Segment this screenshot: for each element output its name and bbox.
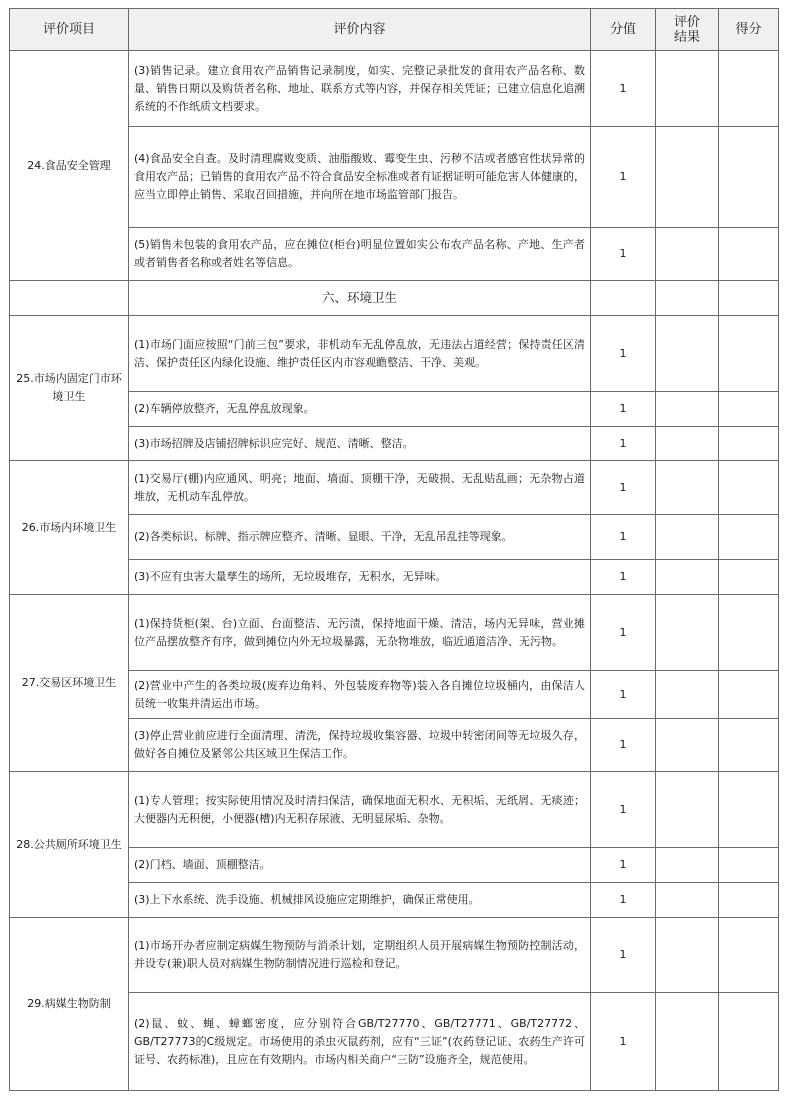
table-row bbox=[10, 918, 779, 993]
score-cell: 1 bbox=[591, 515, 656, 560]
score-cell: 1 bbox=[591, 918, 656, 993]
table-row bbox=[10, 316, 779, 392]
item-cell: 27.交易区环境卫生 bbox=[10, 595, 129, 772]
item-cell: 28.公共厕所环境卫生 bbox=[10, 772, 129, 918]
content-cell: (2)鼠、蚊、蝇、蟑螂密度，应分别符合GB/T27770、GB/T27771、GB/T27772、GB/T27773的C级规定。市场使用的杀虫灭鼠药剂，应有“三证”(农药登记证、农药生产许可证号、农药标准)，且应在有效期内。市场内相关商户“三防”设施齐全，规范使用。 bbox=[129, 993, 591, 1091]
content-cell: (1)专人管理；按实际使用情况及时清扫保洁，确保地面无积水、无积垢、无纸屑、无痰迹；大便器内无积便，小便器(槽)内无积存尿液、无明显尿垢、杂物。 bbox=[129, 772, 591, 848]
points-cell[interactable] bbox=[719, 719, 779, 772]
points-cell[interactable] bbox=[719, 918, 779, 993]
header-item: 评价项目 bbox=[10, 9, 129, 51]
result-cell[interactable] bbox=[656, 848, 719, 883]
score-cell: 1 bbox=[591, 228, 656, 281]
points-cell[interactable] bbox=[719, 515, 779, 560]
result-cell[interactable] bbox=[656, 671, 719, 719]
score-cell: 1 bbox=[591, 993, 656, 1091]
content-cell: (2)营业中产生的各类垃圾(废弃边角料、外包装废弃物等)装入各自摊位垃圾桶内，由保洁人员统一收集并清运出市场。 bbox=[129, 671, 591, 719]
points-cell[interactable] bbox=[719, 127, 779, 228]
header-content: 评价内容 bbox=[129, 9, 591, 51]
section-score-cell bbox=[591, 281, 656, 316]
section-title: 六、环境卫生 bbox=[129, 281, 591, 316]
result-cell[interactable] bbox=[656, 427, 719, 461]
content-cell: (1)保持货柜(架、台)立面、台面整洁、无污渍，保持地面干燥、清洁，场内无异味，营业摊位产品摆放整齐有序，做到摊位内外无垃圾暴露，无杂物堆放，临近通道洁净、无污物。 bbox=[129, 595, 591, 671]
header-points: 得分 bbox=[719, 9, 779, 51]
points-cell[interactable] bbox=[719, 848, 779, 883]
points-cell[interactable] bbox=[719, 595, 779, 671]
content-cell: (3)不应有虫害大量孳生的场所，无垃圾堆存，无积水，无异味。 bbox=[129, 560, 591, 595]
content-cell: (3)上下水系统、洗手设施、机械排风设施应定期维护，确保正常使用。 bbox=[129, 883, 591, 918]
content-cell: (3)停止营业前应进行全面清理、清洗，保持垃圾收集容器、垃圾中转密闭间等无垃圾久存，做好各自摊位及紧邻公共区域卫生保洁工作。 bbox=[129, 719, 591, 772]
result-cell[interactable] bbox=[656, 772, 719, 848]
content-cell: (5)销售未包装的食用农产品，应在摊位(柜台)明显位置如实公布农产品名称、产地、生产者或者销售者名称或者姓名等信息。 bbox=[129, 228, 591, 281]
result-cell[interactable] bbox=[656, 883, 719, 918]
header-score: 分值 bbox=[591, 9, 656, 51]
score-cell: 1 bbox=[591, 127, 656, 228]
content-cell: (1)市场开办者应制定病媒生物预防与消杀计划，定期组织人员开展病媒生物预防控制活动，并设专(兼)职人员对病媒生物防制情况进行巡检和登记。 bbox=[129, 918, 591, 993]
result-cell[interactable] bbox=[656, 51, 719, 127]
score-cell: 1 bbox=[591, 671, 656, 719]
score-cell: 1 bbox=[591, 392, 656, 427]
result-cell[interactable] bbox=[656, 560, 719, 595]
result-cell[interactable] bbox=[656, 719, 719, 772]
item-cell: 29.病媒生物防制 bbox=[10, 918, 129, 1091]
points-cell[interactable] bbox=[719, 993, 779, 1091]
result-cell[interactable] bbox=[656, 392, 719, 427]
points-cell[interactable] bbox=[719, 392, 779, 427]
content-cell: (2)各类标识、标牌、指示牌应整齐、清晰、显眼、干净，无乱吊乱挂等现象。 bbox=[129, 515, 591, 560]
content-cell: (1)市场门面应按照“门前三包”要求，非机动车无乱停乱放，无违法占道经营；保持责任区清洁、保护责任区内绿化设施、维护责任区内市容观瞻整洁、干净、美观。 bbox=[129, 316, 591, 392]
evaluation-table bbox=[9, 8, 779, 1091]
table-row bbox=[10, 461, 779, 515]
points-cell[interactable] bbox=[719, 560, 779, 595]
result-cell[interactable] bbox=[656, 595, 719, 671]
points-cell[interactable] bbox=[719, 671, 779, 719]
section-points-cell bbox=[719, 281, 779, 316]
table-row bbox=[10, 51, 779, 127]
score-cell: 1 bbox=[591, 427, 656, 461]
result-cell[interactable] bbox=[656, 316, 719, 392]
section-left-cell bbox=[10, 281, 129, 316]
score-cell: 1 bbox=[591, 848, 656, 883]
score-cell: 1 bbox=[591, 51, 656, 127]
score-cell: 1 bbox=[591, 560, 656, 595]
content-cell: (1)交易厅(棚)内应通风、明亮；地面、墙面、顶棚干净，无破损、无乱贴乱画；无杂物占道堆放，无机动车乱停放。 bbox=[129, 461, 591, 515]
item-cell: 24.食品安全管理 bbox=[10, 51, 129, 281]
section-row bbox=[10, 281, 779, 316]
result-cell[interactable] bbox=[656, 461, 719, 515]
score-cell: 1 bbox=[591, 883, 656, 918]
table-row bbox=[10, 772, 779, 848]
result-cell[interactable] bbox=[656, 918, 719, 993]
content-cell: (2)车辆停放整齐，无乱停乱放现象。 bbox=[129, 392, 591, 427]
score-cell: 1 bbox=[591, 772, 656, 848]
result-cell[interactable] bbox=[656, 127, 719, 228]
points-cell[interactable] bbox=[719, 883, 779, 918]
content-cell: (4)食品安全自查。及时清理腐败变质、油脂酸败、霉变生虫、污秽不洁或者感官性状异常的食用农产品；已销售的食用农产品不符合食品安全标准或者有证据证明可能危害人体健康的，应当立即停止销售、采取召回措施，并向所在地市场监管部门报告。 bbox=[129, 127, 591, 228]
header-result: 评价结果 bbox=[656, 9, 719, 51]
content-cell: (2)门档、墙面、顶棚整洁。 bbox=[129, 848, 591, 883]
content-cell: (3)销售记录。建立食用农产品销售记录制度，如实、完整记录批发的食用农产品名称、数量、销售日期以及购货者名称、地址、联系方式等内容，并保存相关凭证；已建立信息化追溯系统的不作纸质文档要求。 bbox=[129, 51, 591, 127]
section-result-cell bbox=[656, 281, 719, 316]
score-cell: 1 bbox=[591, 316, 656, 392]
points-cell[interactable] bbox=[719, 51, 779, 127]
item-cell: 26.市场内环境卫生 bbox=[10, 461, 129, 595]
item-cell: 25.市场内固定门市环境卫生 bbox=[10, 316, 129, 461]
score-cell: 1 bbox=[591, 719, 656, 772]
score-cell: 1 bbox=[591, 461, 656, 515]
content-cell: (3)市场招牌及店铺招牌标识应完好、规范、清晰、整洁。 bbox=[129, 427, 591, 461]
points-cell[interactable] bbox=[719, 461, 779, 515]
points-cell[interactable] bbox=[719, 772, 779, 848]
points-cell[interactable] bbox=[719, 427, 779, 461]
result-cell[interactable] bbox=[656, 228, 719, 281]
table-row bbox=[10, 595, 779, 671]
points-cell[interactable] bbox=[719, 316, 779, 392]
header-row bbox=[10, 9, 779, 51]
points-cell[interactable] bbox=[719, 228, 779, 281]
result-cell[interactable] bbox=[656, 993, 719, 1091]
result-cell[interactable] bbox=[656, 515, 719, 560]
score-cell: 1 bbox=[591, 595, 656, 671]
